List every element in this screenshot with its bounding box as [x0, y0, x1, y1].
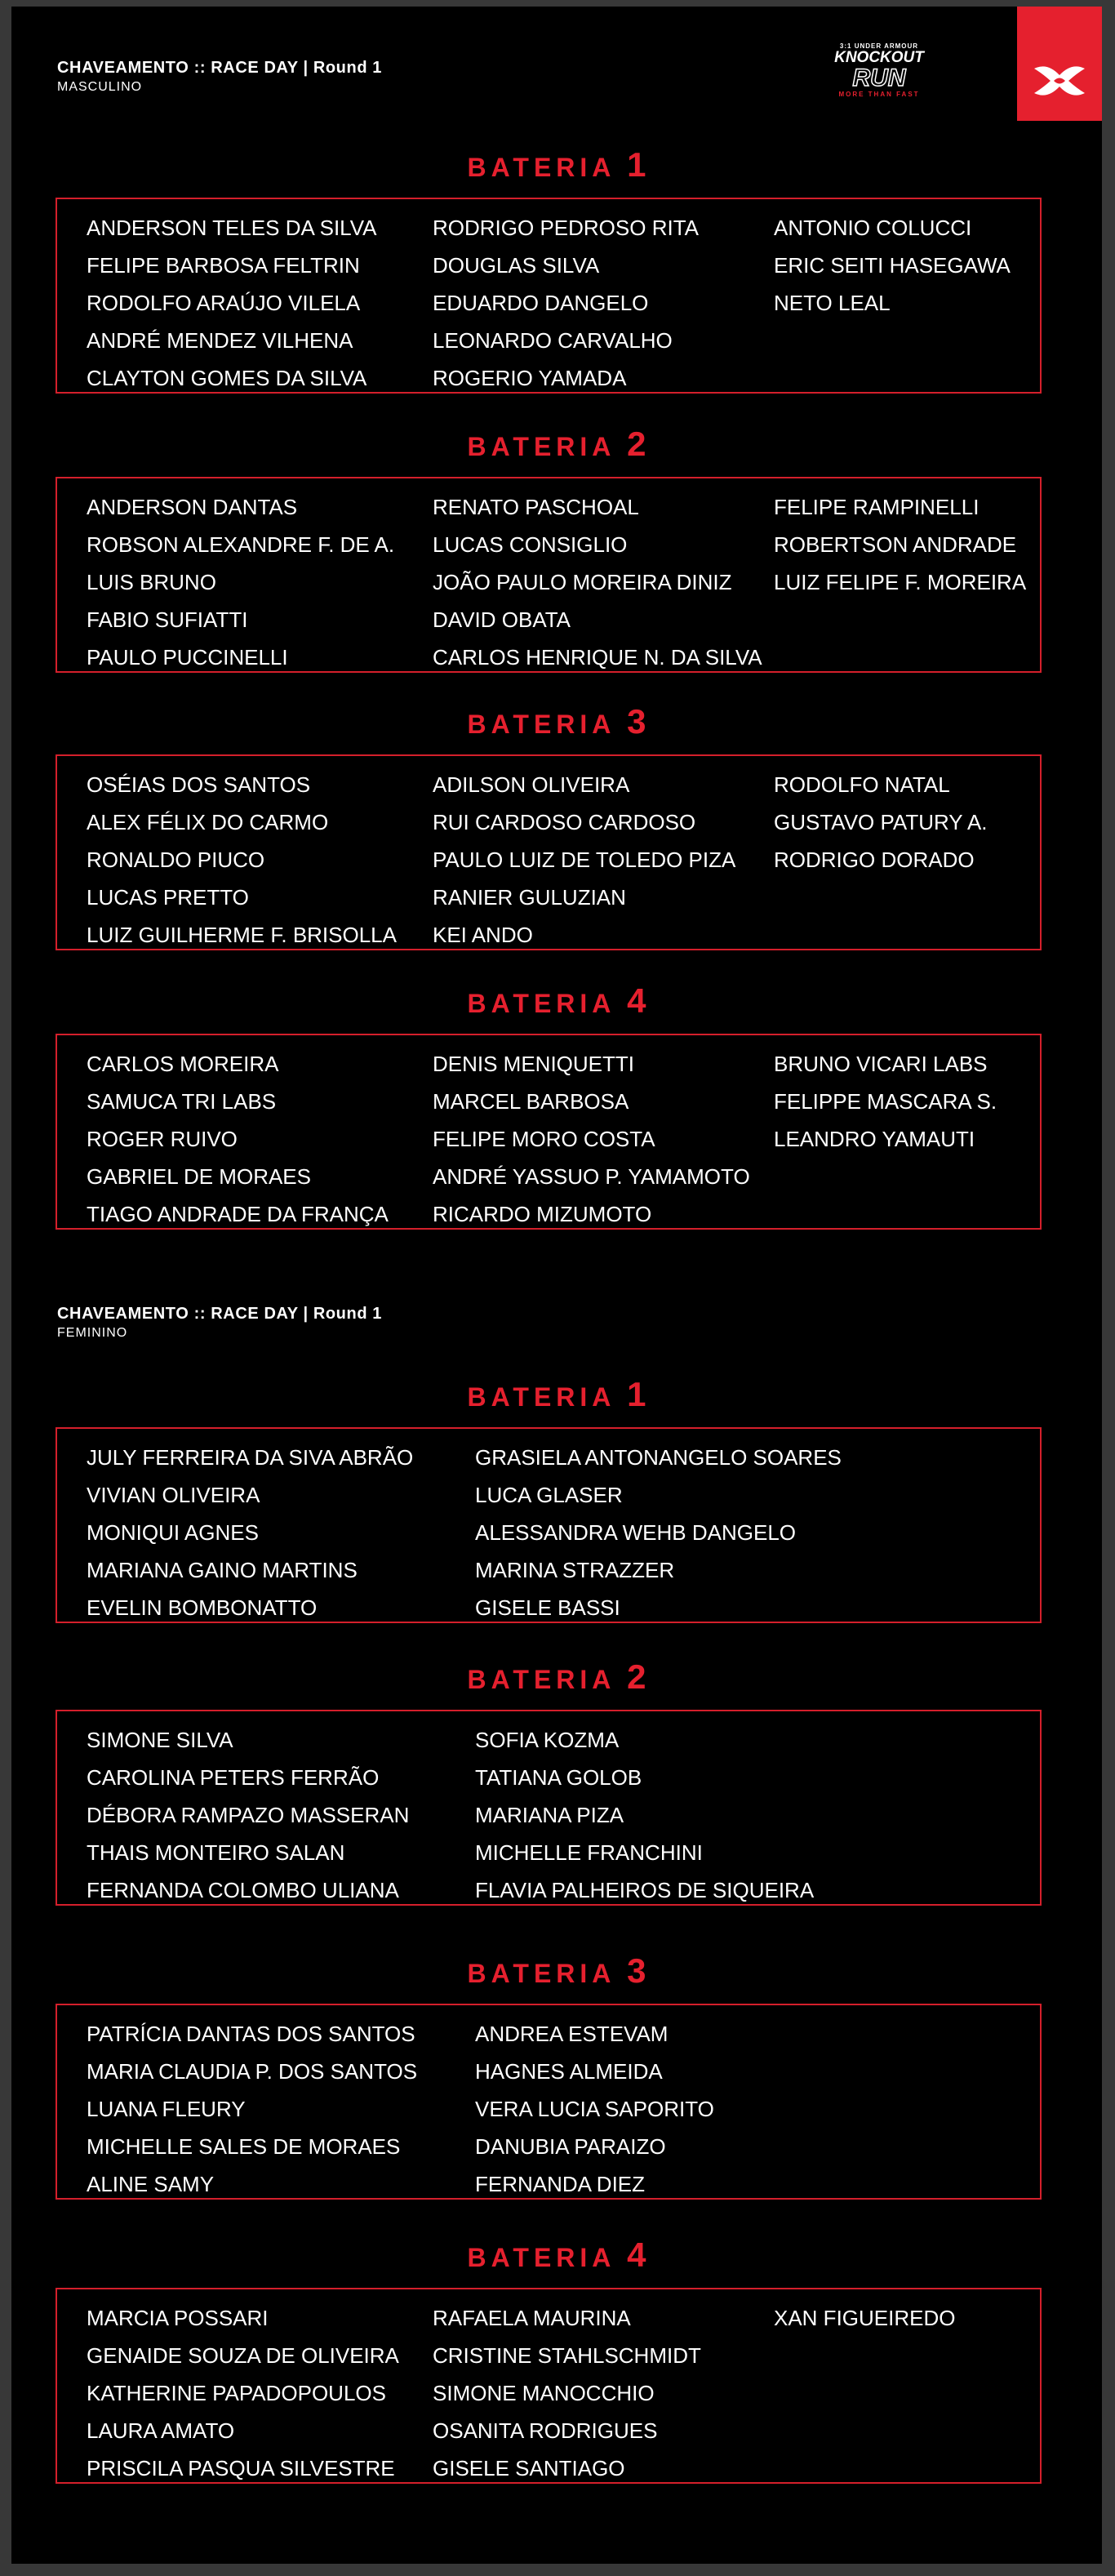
participant-name: DÉBORA RAMPAZO MASSERAN [87, 1803, 410, 1827]
participant-name: ANTONIO COLUCCI [774, 216, 972, 240]
participant-name: SOFIA KOZMA [475, 1728, 620, 1752]
bateria-title [11, 1657, 1102, 1697]
participant-name: GUSTAVO PATURY A. [774, 810, 988, 834]
participant-name: LUCAS PRETTO [87, 885, 249, 910]
participant-name: FELIPE MORO COSTA [433, 1127, 655, 1151]
bateria-title [11, 145, 1102, 185]
participant-name: RICARDO MIZUMOTO [433, 1202, 652, 1226]
bateria-box [56, 2004, 1042, 2200]
participant-name: FABIO SUFIATTI [87, 607, 248, 632]
participant-name: BRUNO VICARI LABS [774, 1052, 988, 1076]
bateria-label: BATERIA [467, 710, 615, 739]
participant-name: GISELE BASSI [475, 1595, 620, 1620]
bateria-label: BATERIA [467, 2243, 615, 2272]
participant-name: JULY FERREIRA DA SIVA ABRÃO [87, 1445, 414, 1470]
knockout-run-brand [818, 42, 940, 98]
bateria-box [56, 1034, 1042, 1230]
participant-name: EVELIN BOMBONATTO [87, 1595, 318, 1620]
bateria-number: 4 [627, 2236, 646, 2274]
bateria-title [11, 702, 1102, 741]
participant-name: PRISCILA PASQUA SILVESTRE [87, 2456, 395, 2480]
participant-name: VIVIAN OLIVEIRA [87, 1483, 260, 1507]
participant-name: ALESSANDRA WEHB DANGELO [475, 1520, 796, 1545]
bateria-box [56, 198, 1042, 394]
participant-name: ROGER RUIVO [87, 1127, 238, 1151]
participant-name: CLAYTON GOMES DA SILVA [87, 366, 367, 390]
participant-name: MARIANA GAINO MARTINS [87, 1558, 358, 1582]
participant-column [475, 1729, 814, 1917]
participant-column [774, 1053, 997, 1166]
participant-name: LUCA GLASER [475, 1483, 623, 1507]
participant-name: RUI CARDOSO CARDOSO [433, 810, 696, 834]
participant-name: ALEX FÉLIX DO CARMO [87, 810, 329, 834]
participant-column [87, 1053, 389, 1241]
participant-name: RAFAELA MAURINA [433, 2306, 631, 2330]
bateria-number: 1 [627, 1375, 646, 1413]
participant-name: RODOLFO NATAL [774, 772, 950, 797]
participant-name: ROBSON ALEXANDRE F. DE A. [87, 532, 395, 557]
participant-name: ERIC SEITI HASEGAWA [774, 253, 1011, 278]
bateria-label: BATERIA [467, 153, 615, 182]
participant-column [87, 1447, 413, 1635]
participant-name: GABRIEL DE MORAES [87, 1164, 311, 1189]
participant-column [774, 2307, 955, 2345]
participant-name: ANDERSON DANTAS [87, 495, 298, 519]
participant-column [433, 2307, 701, 2495]
section-header [57, 1305, 382, 1341]
participant-name: MARIA CLAUDIA P. DOS SANTOS [87, 2059, 418, 2084]
bateria-number: 2 [627, 425, 646, 463]
participant-name: RONALDO PIUCO [87, 848, 265, 872]
participant-name: MARCEL BARBOSA [433, 1089, 629, 1114]
participant-name: LUIZ FELIPE F. MOREIRA [774, 570, 1027, 594]
page [11, 7, 1102, 2564]
participant-name: FELIPE RAMPINELLI [774, 495, 980, 519]
participant-name: ANDRÉ YASSUO P. YAMAMOTO [433, 1164, 750, 1189]
bateria-title [11, 2236, 1102, 2275]
bateria-number: 3 [627, 1951, 646, 1990]
bateria-label: BATERIA [467, 432, 615, 461]
brand-tagline: MORE THAN FAST [838, 91, 920, 98]
participant-name: CARLOS MOREIRA [87, 1052, 279, 1076]
participant-column [433, 496, 762, 684]
participant-name: FLAVIA PALHEIROS DE SIQUEIRA [475, 1878, 815, 1902]
participant-name: DANUBIA PARAIZO [475, 2134, 666, 2159]
participant-name: LUANA FLEURY [87, 2097, 246, 2121]
bateria-label: BATERIA [467, 1382, 615, 1412]
section-header [57, 59, 382, 95]
participant-name: OSANITA RODRIGUES [433, 2418, 658, 2443]
brand-knockout: KNOCKOUT [834, 49, 924, 66]
participant-name: FERNANDA DIEZ [475, 2172, 646, 2196]
participant-column [87, 496, 394, 684]
bateria-title [11, 1951, 1102, 1991]
participant-name: RODRIGO PEDROSO RITA [433, 216, 699, 240]
participant-name: FELIPPE MASCARA S. [774, 1089, 997, 1114]
participant-name: MICHELLE SALES DE MORAES [87, 2134, 401, 2159]
bateria-number: 1 [627, 145, 646, 184]
bateria-box [56, 2288, 1042, 2484]
participant-name: PAULO PUCCINELLI [87, 645, 288, 670]
bateria-title [11, 425, 1102, 464]
participant-name: NETO LEAL [774, 291, 891, 315]
participant-name: SIMONE MANOCCHIO [433, 2381, 655, 2405]
bateria-box [56, 754, 1042, 950]
participant-column [774, 496, 1026, 609]
bateria-title [11, 981, 1102, 1021]
participant-name: RENATO PASCHOAL [433, 495, 639, 519]
participant-name: GENAIDE SOUZA DE OLIVEIRA [87, 2343, 399, 2368]
participant-name: RANIER GULUZIAN [433, 885, 626, 910]
section-subtitle: FEMININO [57, 1326, 128, 1340]
participant-name: ANDERSON TELES DA SILVA [87, 216, 377, 240]
participant-name: LUCAS CONSIGLIO [433, 532, 628, 557]
participant-name: ALINE SAMY [87, 2172, 215, 2196]
participant-name: CAROLINA PETERS FERRÃO [87, 1765, 380, 1790]
participant-name: THAIS MONTEIRO SALAN [87, 1840, 345, 1865]
bateria-box [56, 477, 1042, 673]
participant-name: RODOLFO ARAÚJO VILELA [87, 291, 361, 315]
participant-name: SAMUCA TRI LABS [87, 1089, 277, 1114]
participant-name: MICHELLE FRANCHINI [475, 1840, 703, 1865]
participant-name: ANDREA ESTEVAM [475, 2022, 669, 2046]
participant-name: TATIANA GOLOB [475, 1765, 642, 1790]
participant-name: GISELE SANTIAGO [433, 2456, 625, 2480]
participant-column [433, 1053, 750, 1241]
participant-name: GRASIELA ANTONANGELO SOARES [475, 1445, 842, 1470]
participant-name: CARLOS HENRIQUE N. DA SILVA [433, 645, 762, 670]
participant-column [433, 217, 699, 405]
participant-name: DAVID OBATA [433, 607, 571, 632]
participant-name: RODRIGO DORADO [774, 848, 975, 872]
bateria-label: BATERIA [467, 989, 615, 1018]
brand-small-text: 3:1 UNDER ARMOUR [839, 42, 919, 50]
under-armour-logo [1017, 7, 1102, 121]
bateria-label: BATERIA [467, 1959, 615, 1988]
participant-column [475, 2023, 714, 2211]
participant-name: LUIZ GUILHERME F. BRISOLLA [87, 923, 397, 947]
participant-name: LEONARDO CARVALHO [433, 328, 673, 353]
participant-column [774, 774, 988, 887]
bateria-box [56, 1427, 1042, 1623]
participant-name: TIAGO ANDRADE DA FRANÇA [87, 1202, 389, 1226]
bateria-number: 2 [627, 1657, 646, 1696]
participant-name: DOUGLAS SILVA [433, 253, 600, 278]
participant-name: CRISTINE STAHLSCHMIDT [433, 2343, 701, 2368]
participant-name: MONIQUI AGNES [87, 1520, 259, 1545]
bateria-box [56, 1710, 1042, 1906]
participant-column [87, 217, 376, 405]
participant-name: DENIS MENIQUETTI [433, 1052, 635, 1076]
participant-column [433, 774, 735, 962]
participant-name: KEI ANDO [433, 923, 533, 947]
participant-name: JOÃO PAULO MOREIRA DINIZ [433, 570, 732, 594]
participant-column [87, 2023, 417, 2211]
participant-name: PATRÍCIA DANTAS DOS SANTOS [87, 2022, 415, 2046]
participant-name: XAN FIGUEIREDO [774, 2306, 956, 2330]
participant-name: SIMONE SILVA [87, 1728, 233, 1752]
participant-name: FERNANDA COLOMBO ULIANA [87, 1878, 399, 1902]
participant-name: EDUARDO DANGELO [433, 291, 649, 315]
participant-name: LEANDRO YAMAUTI [774, 1127, 975, 1151]
section-title: CHAVEAMENTO :: RACE DAY | Round 1 [57, 1305, 383, 1323]
brand-run: RUN [852, 65, 906, 91]
participant-column [475, 1447, 842, 1635]
participant-name: KATHERINE PAPADOPOULOS [87, 2381, 386, 2405]
participant-name: MARCIA POSSARI [87, 2306, 269, 2330]
participant-column [774, 217, 1011, 330]
participant-column [87, 2307, 399, 2495]
participant-name: PAULO LUIZ DE TOLEDO PIZA [433, 848, 736, 872]
participant-column [87, 774, 397, 962]
participant-name: ROGERIO YAMADA [433, 366, 627, 390]
participant-column [87, 1729, 409, 1917]
participant-name: OSÉIAS DOS SANTOS [87, 772, 311, 797]
participant-name: VERA LUCIA SAPORITO [475, 2097, 714, 2121]
under-armour-logo-icon [1031, 64, 1088, 98]
bateria-label: BATERIA [467, 1665, 615, 1694]
participant-name: ANDRÉ MENDEZ VILHENA [87, 328, 353, 353]
bateria-number: 4 [627, 981, 646, 1020]
participant-name: ROBERTSON ANDRADE [774, 532, 1017, 557]
participant-name: FELIPE BARBOSA FELTRIN [87, 253, 360, 278]
participant-name: LUIS BRUNO [87, 570, 216, 594]
section-title: CHAVEAMENTO :: RACE DAY | Round 1 [57, 59, 383, 77]
participant-name: MARINA STRAZZER [475, 1558, 675, 1582]
participant-name: MARIANA PIZA [475, 1803, 624, 1827]
participant-name: ADILSON OLIVEIRA [433, 772, 630, 797]
participant-name: LAURA AMATO [87, 2418, 235, 2443]
section-subtitle: MASCULINO [57, 80, 143, 94]
participant-name: HAGNES ALMEIDA [475, 2059, 663, 2084]
bateria-title [11, 1375, 1102, 1414]
bateria-number: 3 [627, 702, 646, 741]
